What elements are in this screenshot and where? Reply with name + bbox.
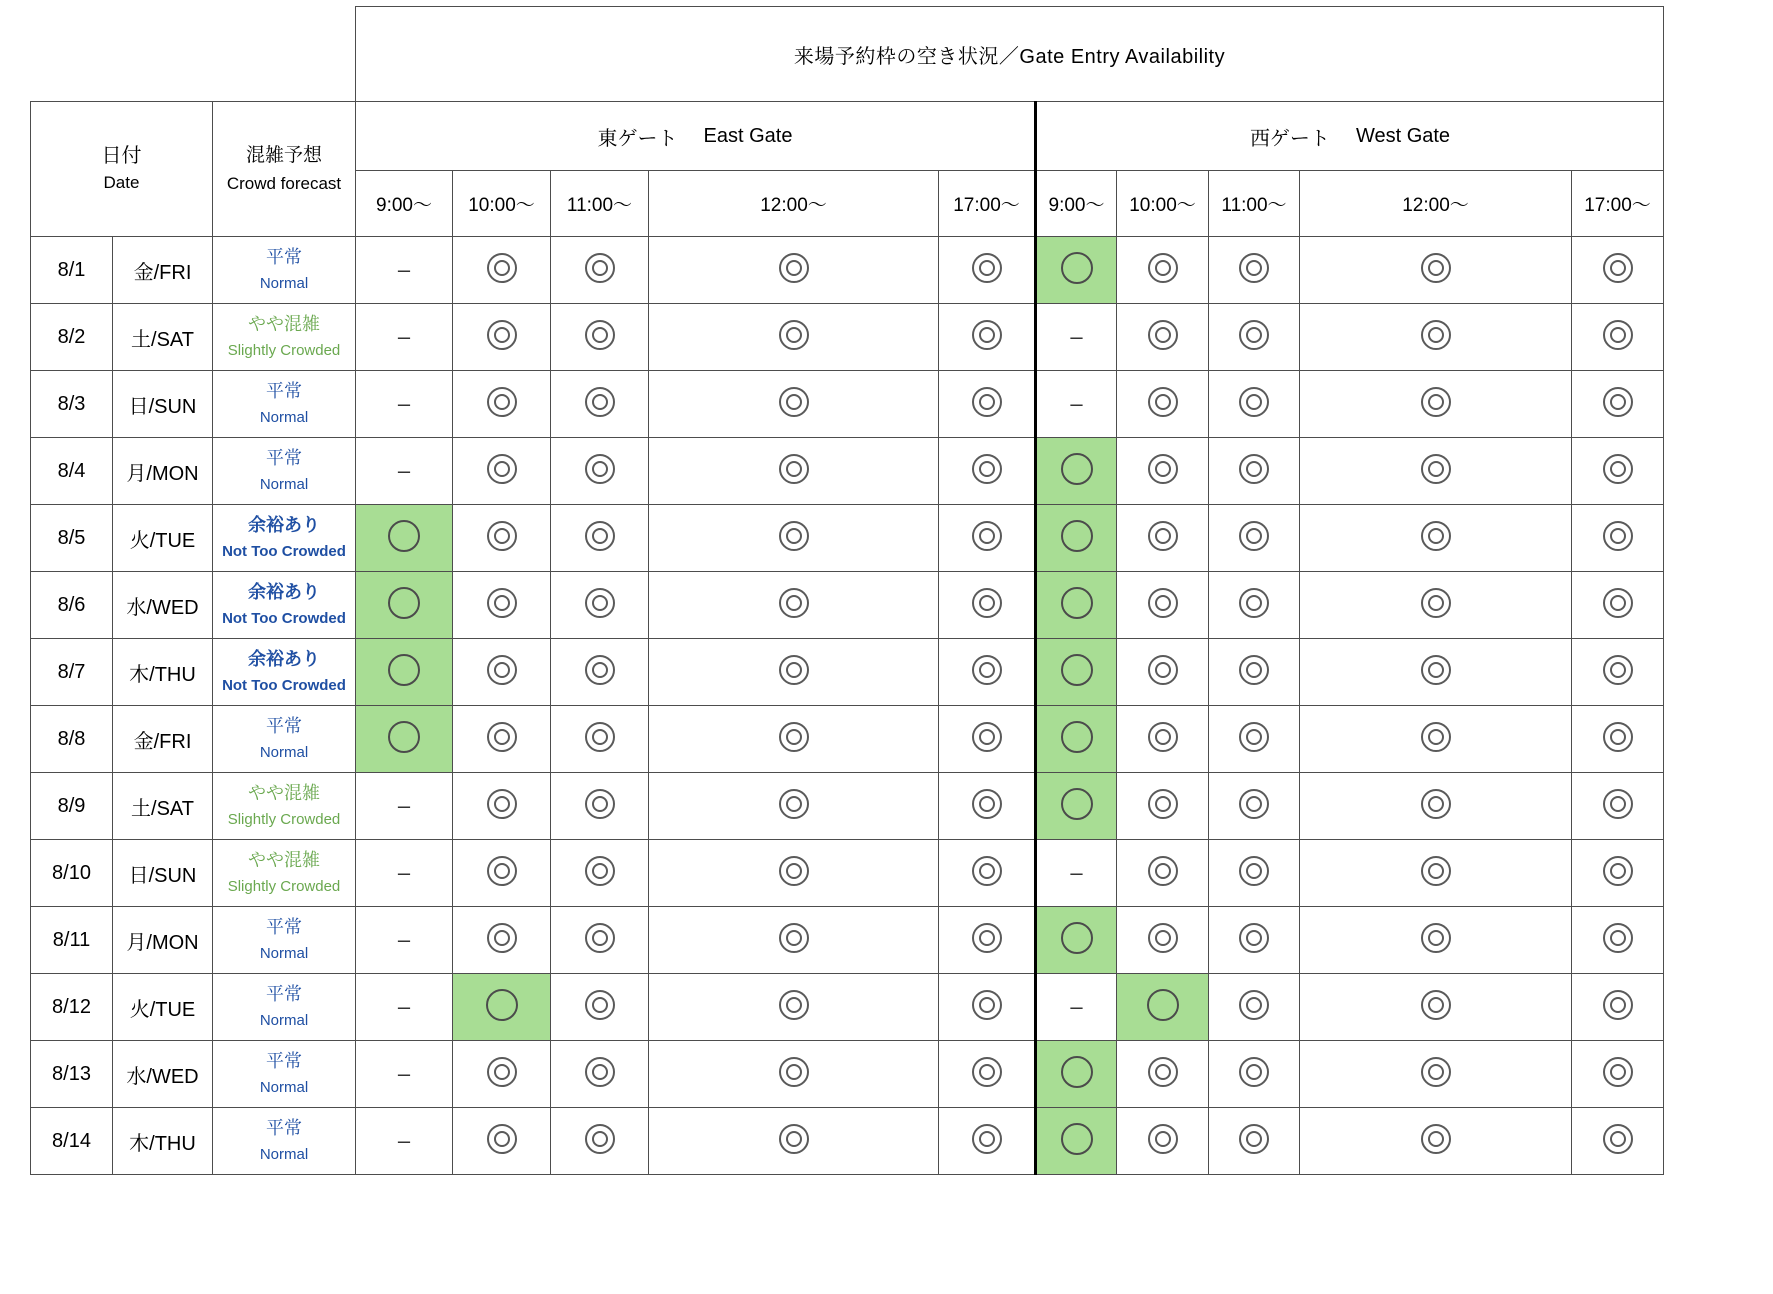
crowd-header-en: Crowd forecast xyxy=(226,173,342,193)
west-gate-slot-0-mark-closed[interactable]: – xyxy=(1036,304,1117,371)
crowd-forecast-en: Normal xyxy=(259,476,309,494)
west-gate-slot-4-mark-available[interactable] xyxy=(1572,706,1664,773)
crowd-header-jp: 混雑予想 xyxy=(245,145,322,166)
table-row xyxy=(31,371,1664,438)
date-cell: 8/10 xyxy=(31,840,113,907)
east-gate-slot-2-mark-available[interactable] xyxy=(551,505,649,572)
west-gate-slot-0-mark-closed[interactable]: – xyxy=(1036,974,1117,1041)
east-gate-slot-4-mark-available[interactable] xyxy=(939,438,1036,505)
east-gate-slot-2-mark-available[interactable] xyxy=(551,974,649,1041)
table-row xyxy=(31,1108,1664,1175)
east-gate-slot-0-mark-closed[interactable]: – xyxy=(356,304,453,371)
day-of-week-cell: 水/WED xyxy=(113,572,213,639)
header-row-gates xyxy=(31,102,1664,171)
west-gate-slot-2-mark-available[interactable] xyxy=(1209,371,1300,438)
day-of-week-cell: 土/SAT xyxy=(113,304,213,371)
east-gate-slot-0-mark-closed[interactable]: – xyxy=(356,840,453,907)
crowd-forecast-cell xyxy=(213,1108,356,1175)
east-gate-slot-2-mark-available[interactable] xyxy=(551,572,649,639)
west-time-1700: 17:00〜 xyxy=(1572,171,1664,237)
east-gate-slot-4-mark-available[interactable] xyxy=(939,639,1036,706)
date-cell: 8/4 xyxy=(31,438,113,505)
west-gate-slot-2-mark-available[interactable] xyxy=(1209,1108,1300,1175)
west-gate-slot-0-mark-plenty[interactable] xyxy=(1036,237,1117,304)
date-cell: 8/6 xyxy=(31,572,113,639)
east-gate-slot-1-mark-available[interactable] xyxy=(453,572,551,639)
east-gate-slot-1-mark-available[interactable] xyxy=(453,438,551,505)
date-cell: 8/8 xyxy=(31,706,113,773)
east-gate-slot-0-mark-closed[interactable]: – xyxy=(356,1108,453,1175)
west-gate-slot-0-mark-plenty[interactable] xyxy=(1036,572,1117,639)
crowd-forecast-en: Normal xyxy=(259,1079,309,1097)
east-gate-slot-0-mark-closed[interactable]: – xyxy=(356,237,453,304)
west-gate-slot-1-mark-available[interactable] xyxy=(1117,773,1209,840)
east-gate-slot-4-mark-available[interactable] xyxy=(939,237,1036,304)
table-header xyxy=(31,7,1664,237)
west-gate-slot-4-mark-available[interactable] xyxy=(1572,907,1664,974)
table-body xyxy=(31,237,1664,1175)
day-of-week-cell: 木/THU xyxy=(113,1108,213,1175)
east-gate-slot-0-mark-plenty[interactable] xyxy=(356,706,453,773)
crowd-forecast-cell xyxy=(213,237,356,304)
date-cell: 8/12 xyxy=(31,974,113,1041)
east-time-0900: 9:00〜 xyxy=(356,171,453,237)
west-gate-slot-1-mark-available[interactable] xyxy=(1117,1041,1209,1108)
west-gate-slot-3-mark-available[interactable] xyxy=(1300,237,1572,304)
west-gate-slot-3-mark-available[interactable] xyxy=(1300,907,1572,974)
crowd-forecast-jp: やや混雑 xyxy=(248,850,320,871)
west-gate-slot-2-mark-available[interactable] xyxy=(1209,974,1300,1041)
crowd-forecast-cell xyxy=(213,706,356,773)
east-gate-slot-3-mark-available[interactable] xyxy=(649,237,939,304)
east-gate-slot-3-mark-available[interactable] xyxy=(649,639,939,706)
east-gate-slot-0-mark-plenty[interactable] xyxy=(356,505,453,572)
east-gate-slot-3-mark-available[interactable] xyxy=(649,304,939,371)
crowd-forecast-jp: やや混雑 xyxy=(248,783,320,804)
east-gate-slot-1-mark-available[interactable] xyxy=(453,773,551,840)
west-gate-slot-4-mark-available[interactable] xyxy=(1572,304,1664,371)
east-gate-slot-4-mark-available[interactable] xyxy=(939,371,1036,438)
gate-availability-table xyxy=(30,6,1664,1175)
east-gate-slot-2-mark-available[interactable] xyxy=(551,773,649,840)
crowd-forecast-en: Not Too Crowded xyxy=(222,543,346,561)
day-of-week-cell: 金/FRI xyxy=(113,237,213,304)
east-time-1000: 10:00〜 xyxy=(453,171,551,237)
availability-title: 来場予約枠の空き状況／Gate Entry Availability xyxy=(356,7,1664,102)
day-of-week-cell: 月/MON xyxy=(113,907,213,974)
west-gate-slot-1-mark-available[interactable] xyxy=(1117,237,1209,304)
west-gate-slot-1-mark-available[interactable] xyxy=(1117,304,1209,371)
east-gate-slot-4-mark-available[interactable] xyxy=(939,505,1036,572)
crowd-forecast-en: Normal xyxy=(259,945,309,963)
west-gate-slot-0-mark-plenty[interactable] xyxy=(1036,1108,1117,1175)
east-gate-slot-1-mark-available[interactable] xyxy=(453,505,551,572)
west-gate-slot-4-mark-available[interactable] xyxy=(1572,1041,1664,1108)
east-gate-slot-4-mark-available[interactable] xyxy=(939,773,1036,840)
east-gate-slot-0-mark-closed[interactable]: – xyxy=(356,438,453,505)
east-gate-slot-3-mark-available[interactable] xyxy=(649,505,939,572)
west-gate-slot-1-mark-available[interactable] xyxy=(1117,371,1209,438)
east-gate-slot-3-mark-available[interactable] xyxy=(649,1041,939,1108)
east-gate-slot-4-mark-available[interactable] xyxy=(939,572,1036,639)
east-gate-slot-3-mark-available[interactable] xyxy=(649,438,939,505)
east-gate-slot-3-mark-available[interactable] xyxy=(649,773,939,840)
west-gate-header xyxy=(1036,102,1664,171)
day-of-week-cell: 火/TUE xyxy=(113,505,213,572)
crowd-forecast-en: Not Too Crowded xyxy=(222,677,346,695)
west-gate-slot-1-mark-available[interactable] xyxy=(1117,505,1209,572)
west-time-1100: 11:00〜 xyxy=(1209,171,1300,237)
west-gate-slot-4-mark-available[interactable] xyxy=(1572,572,1664,639)
crowd-forecast-cell xyxy=(213,773,356,840)
west-gate-slot-3-mark-available[interactable] xyxy=(1300,840,1572,907)
east-gate-slot-4-mark-available[interactable] xyxy=(939,907,1036,974)
west-gate-slot-0-mark-plenty[interactable] xyxy=(1036,438,1117,505)
west-gate-slot-3-mark-available[interactable] xyxy=(1300,1041,1572,1108)
east-gate-slot-2-mark-available[interactable] xyxy=(551,639,649,706)
east-gate-slot-2-mark-available[interactable] xyxy=(551,840,649,907)
crowd-forecast-cell xyxy=(213,639,356,706)
west-gate-slot-2-mark-available[interactable] xyxy=(1209,1041,1300,1108)
west-gate-slot-4-mark-available[interactable] xyxy=(1572,1108,1664,1175)
west-gate-slot-4-mark-available[interactable] xyxy=(1572,438,1664,505)
crowd-forecast-en: Slightly Crowded xyxy=(227,342,341,360)
west-gate-slot-2-mark-available[interactable] xyxy=(1209,572,1300,639)
day-of-week-cell: 日/SUN xyxy=(113,371,213,438)
west-gate-slot-2-mark-available[interactable] xyxy=(1209,840,1300,907)
west-gate-slot-0-mark-plenty[interactable] xyxy=(1036,505,1117,572)
table-row xyxy=(31,505,1664,572)
west-gate-slot-3-mark-available[interactable] xyxy=(1300,639,1572,706)
date-cell: 8/3 xyxy=(31,371,113,438)
crowd-forecast-cell xyxy=(213,840,356,907)
west-gate-slot-1-mark-plenty[interactable] xyxy=(1117,974,1209,1041)
east-gate-slot-3-mark-available[interactable] xyxy=(649,371,939,438)
west-gate-slot-4-mark-available[interactable] xyxy=(1572,773,1664,840)
date-cell: 8/2 xyxy=(31,304,113,371)
west-gate-slot-4-mark-available[interactable] xyxy=(1572,237,1664,304)
east-gate-slot-2-mark-available[interactable] xyxy=(551,1108,649,1175)
east-gate-slot-1-mark-available[interactable] xyxy=(453,1041,551,1108)
west-gate-slot-2-mark-available[interactable] xyxy=(1209,639,1300,706)
crowd-forecast-en: Slightly Crowded xyxy=(227,878,341,896)
crowd-forecast-en: Normal xyxy=(259,1012,309,1030)
crowd-forecast-en: Normal xyxy=(259,409,309,427)
crowd-forecast-jp: 平常 xyxy=(266,1051,302,1072)
west-time-1200: 12:00〜 xyxy=(1300,171,1572,237)
table-row xyxy=(31,706,1664,773)
west-gate-slot-3-mark-available[interactable] xyxy=(1300,1108,1572,1175)
east-gate-slot-0-mark-closed[interactable]: – xyxy=(356,907,453,974)
date-cell: 8/11 xyxy=(31,907,113,974)
east-gate-slot-4-mark-available[interactable] xyxy=(939,1108,1036,1175)
west-gate-slot-0-mark-plenty[interactable] xyxy=(1036,773,1117,840)
crowd-forecast-en: Not Too Crowded xyxy=(222,610,346,628)
crowd-forecast-cell xyxy=(213,371,356,438)
crowd-forecast-jp: 余裕あり xyxy=(248,515,320,536)
crowd-forecast-jp: 平常 xyxy=(266,1118,302,1139)
east-gate-slot-3-mark-available[interactable] xyxy=(649,974,939,1041)
west-gate-slot-2-mark-available[interactable] xyxy=(1209,505,1300,572)
crowd-forecast-jp: 平常 xyxy=(266,247,302,268)
east-gate-slot-4-mark-available[interactable] xyxy=(939,840,1036,907)
table-row xyxy=(31,974,1664,1041)
west-gate-slot-3-mark-available[interactable] xyxy=(1300,572,1572,639)
east-gate-slot-2-mark-available[interactable] xyxy=(551,438,649,505)
crowd-forecast-header xyxy=(213,102,356,237)
table-row xyxy=(31,304,1664,371)
west-gate-slot-1-mark-available[interactable] xyxy=(1117,907,1209,974)
east-gate-slot-2-mark-available[interactable] xyxy=(551,907,649,974)
date-cell: 8/5 xyxy=(31,505,113,572)
west-gate-slot-4-mark-available[interactable] xyxy=(1572,840,1664,907)
east-gate-slot-0-mark-closed[interactable]: – xyxy=(356,371,453,438)
table-row xyxy=(31,572,1664,639)
crowd-forecast-jp: 余裕あり xyxy=(248,649,320,670)
date-header-jp: 日付 xyxy=(101,145,142,168)
west-time-0900: 9:00〜 xyxy=(1036,171,1117,237)
west-gate-slot-3-mark-available[interactable] xyxy=(1300,773,1572,840)
east-gate-slot-1-mark-available[interactable] xyxy=(453,706,551,773)
east-gate-slot-1-mark-available[interactable] xyxy=(453,907,551,974)
crowd-forecast-cell xyxy=(213,304,356,371)
table-row xyxy=(31,237,1664,304)
west-gate-slot-3-mark-available[interactable] xyxy=(1300,706,1572,773)
east-gate-slot-1-mark-available[interactable] xyxy=(453,840,551,907)
east-gate-slot-2-mark-available[interactable] xyxy=(551,706,649,773)
east-gate-slot-3-mark-available[interactable] xyxy=(649,706,939,773)
west-gate-slot-1-mark-available[interactable] xyxy=(1117,840,1209,907)
west-gate-label-en: West Gate xyxy=(1355,124,1451,147)
west-gate-slot-2-mark-available[interactable] xyxy=(1209,907,1300,974)
crowd-forecast-en: Normal xyxy=(259,744,309,762)
crowd-forecast-en: Normal xyxy=(259,275,309,293)
date-cell: 8/9 xyxy=(31,773,113,840)
west-gate-slot-0-mark-closed[interactable]: – xyxy=(1036,840,1117,907)
table-row xyxy=(31,1041,1664,1108)
west-gate-slot-4-mark-available[interactable] xyxy=(1572,639,1664,706)
east-gate-slot-2-mark-available[interactable] xyxy=(551,1041,649,1108)
header-row-availability xyxy=(31,7,1664,102)
day-of-week-cell: 金/FRI xyxy=(113,706,213,773)
east-gate-label-jp: 東ゲート xyxy=(597,127,678,150)
east-time-1100: 11:00〜 xyxy=(551,171,649,237)
west-gate-slot-0-mark-closed[interactable]: – xyxy=(1036,371,1117,438)
east-gate-slot-4-mark-available[interactable] xyxy=(939,1041,1036,1108)
crowd-forecast-en: Slightly Crowded xyxy=(227,811,341,829)
east-gate-slot-3-mark-available[interactable] xyxy=(649,907,939,974)
day-of-week-cell: 水/WED xyxy=(113,1041,213,1108)
date-cell: 8/1 xyxy=(31,237,113,304)
east-gate-slot-3-mark-available[interactable] xyxy=(649,1108,939,1175)
crowd-forecast-cell xyxy=(213,572,356,639)
east-gate-slot-4-mark-available[interactable] xyxy=(939,706,1036,773)
west-gate-slot-3-mark-available[interactable] xyxy=(1300,974,1572,1041)
west-gate-slot-3-mark-available[interactable] xyxy=(1300,438,1572,505)
east-gate-slot-2-mark-available[interactable] xyxy=(551,304,649,371)
east-gate-slot-0-mark-closed[interactable]: – xyxy=(356,773,453,840)
west-gate-slot-2-mark-available[interactable] xyxy=(1209,438,1300,505)
west-gate-slot-3-mark-available[interactable] xyxy=(1300,371,1572,438)
east-gate-slot-1-mark-available[interactable] xyxy=(453,371,551,438)
date-cell: 8/7 xyxy=(31,639,113,706)
east-gate-slot-1-mark-available[interactable] xyxy=(453,304,551,371)
crowd-forecast-jp: 平常 xyxy=(266,381,302,402)
east-gate-slot-4-mark-available[interactable] xyxy=(939,974,1036,1041)
west-gate-slot-1-mark-available[interactable] xyxy=(1117,438,1209,505)
crowd-forecast-jp: やや混雑 xyxy=(248,314,320,335)
west-gate-slot-3-mark-available[interactable] xyxy=(1300,304,1572,371)
west-gate-slot-2-mark-available[interactable] xyxy=(1209,706,1300,773)
crowd-forecast-jp: 平常 xyxy=(266,716,302,737)
day-of-week-cell: 日/SUN xyxy=(113,840,213,907)
west-gate-slot-2-mark-available[interactable] xyxy=(1209,304,1300,371)
west-gate-slot-0-mark-plenty[interactable] xyxy=(1036,1041,1117,1108)
crowd-forecast-jp: 平常 xyxy=(266,917,302,938)
crowd-forecast-jp: 余裕あり xyxy=(248,582,320,603)
east-gate-slot-4-mark-available[interactable] xyxy=(939,304,1036,371)
west-gate-slot-1-mark-available[interactable] xyxy=(1117,572,1209,639)
west-gate-slot-0-mark-plenty[interactable] xyxy=(1036,706,1117,773)
west-gate-slot-1-mark-available[interactable] xyxy=(1117,639,1209,706)
crowd-forecast-cell xyxy=(213,1041,356,1108)
east-gate-header xyxy=(356,102,1036,171)
west-gate-slot-1-mark-available[interactable] xyxy=(1117,1108,1209,1175)
east-gate-slot-1-mark-available[interactable] xyxy=(453,639,551,706)
day-of-week-cell: 月/MON xyxy=(113,438,213,505)
west-gate-slot-2-mark-available[interactable] xyxy=(1209,773,1300,840)
crowd-forecast-jp: 平常 xyxy=(266,448,302,469)
east-gate-slot-3-mark-available[interactable] xyxy=(649,572,939,639)
crowd-forecast-en: Normal xyxy=(259,1146,309,1164)
east-gate-slot-2-mark-available[interactable] xyxy=(551,237,649,304)
corner-blank xyxy=(31,7,356,102)
east-gate-slot-3-mark-available[interactable] xyxy=(649,840,939,907)
date-header-en: Date xyxy=(103,173,140,193)
date-header xyxy=(31,102,213,237)
date-cell: 8/14 xyxy=(31,1108,113,1175)
day-of-week-cell: 火/TUE xyxy=(113,974,213,1041)
west-gate-slot-1-mark-available[interactable] xyxy=(1117,706,1209,773)
west-gate-label-jp: 西ゲート xyxy=(1249,127,1330,150)
day-of-week-cell: 木/THU xyxy=(113,639,213,706)
table-row xyxy=(31,639,1664,706)
west-gate-slot-3-mark-available[interactable] xyxy=(1300,505,1572,572)
east-gate-slot-2-mark-available[interactable] xyxy=(551,371,649,438)
crowd-forecast-jp: 平常 xyxy=(266,984,302,1005)
east-gate-slot-1-mark-available[interactable] xyxy=(453,237,551,304)
crowd-forecast-cell xyxy=(213,438,356,505)
east-gate-slot-1-mark-available[interactable] xyxy=(453,1108,551,1175)
table-row xyxy=(31,438,1664,505)
east-gate-slot-1-mark-plenty[interactable] xyxy=(453,974,551,1041)
table-row xyxy=(31,840,1664,907)
west-gate-slot-4-mark-available[interactable] xyxy=(1572,505,1664,572)
west-gate-slot-0-mark-plenty[interactable] xyxy=(1036,907,1117,974)
east-gate-slot-0-mark-closed[interactable]: – xyxy=(356,1041,453,1108)
east-time-1700: 17:00〜 xyxy=(939,171,1036,237)
crowd-forecast-cell xyxy=(213,907,356,974)
crowd-forecast-cell xyxy=(213,974,356,1041)
west-gate-slot-0-mark-plenty[interactable] xyxy=(1036,639,1117,706)
west-gate-slot-4-mark-available[interactable] xyxy=(1572,974,1664,1041)
west-gate-slot-2-mark-available[interactable] xyxy=(1209,237,1300,304)
east-time-1200: 12:00〜 xyxy=(649,171,939,237)
west-time-1000: 10:00〜 xyxy=(1117,171,1209,237)
west-gate-slot-4-mark-available[interactable] xyxy=(1572,371,1664,438)
east-gate-slot-0-mark-plenty[interactable] xyxy=(356,639,453,706)
east-gate-label-en: East Gate xyxy=(703,124,793,147)
crowd-forecast-cell xyxy=(213,505,356,572)
day-of-week-cell: 土/SAT xyxy=(113,773,213,840)
date-cell: 8/13 xyxy=(31,1041,113,1108)
east-gate-slot-0-mark-plenty[interactable] xyxy=(356,572,453,639)
table-row xyxy=(31,773,1664,840)
east-gate-slot-0-mark-closed[interactable]: – xyxy=(356,974,453,1041)
table-row xyxy=(31,907,1664,974)
